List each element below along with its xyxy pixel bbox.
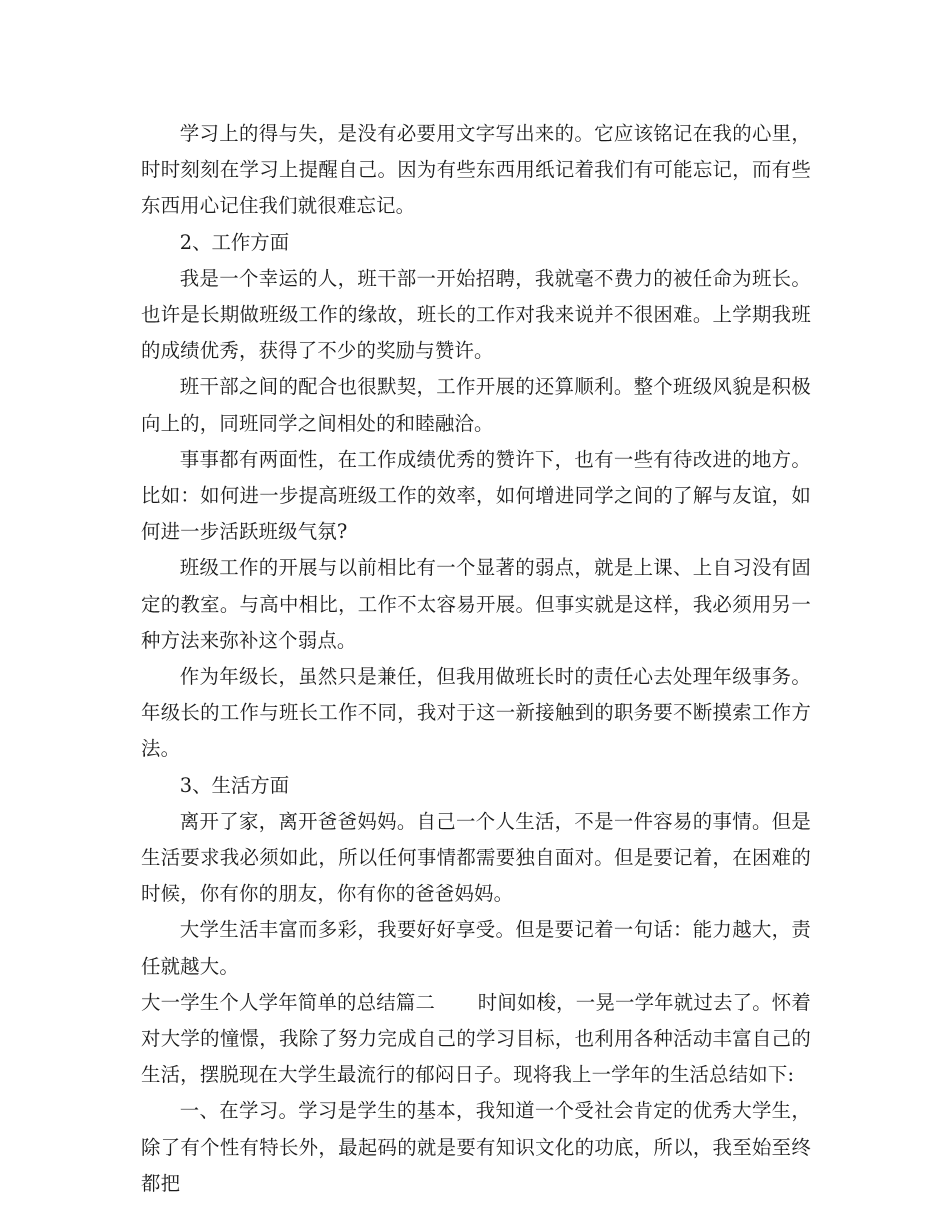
paragraph-improvements: 事事都有两面性，在工作成绩优秀的赞许下，也有一些有待改进的地方。比如：如何进一步提高班级工作的效率，如何增进同学之间的了解与友谊，如何进一步活跃班级气氛?: [141, 447, 811, 544]
paragraph-class-monitor: 我是一个幸运的人，班干部一开始招聘，我就毫不费力的被任命为班长。也许是长期做班级工作的缘故，班长的工作对我来说并不很困难。上学期我班的成绩优秀，获得了不少的奖励与赞许。: [141, 266, 811, 363]
paragraph-cadre-cooperation: 班干部之间的配合也很默契，工作开展的还算顺利。整个班级风貌是积极向上的，同班同学之间相处的和睦融洽。: [141, 375, 811, 435]
paragraph-study-reflection: 学习上的得与失，是没有必要用文字写出来的。它应该铭记在我的心里，时时刻刻在学习上提醒自己。因为有些东西用纸记着我们有可能忘记，而有些东西用心记住我们就很难忘记。: [141, 122, 811, 218]
paragraph-college-life: 大学生活丰富而多彩，我要好好享受。但是要记着一句话：能力越大，责任就越大。: [141, 918, 811, 978]
paragraph-study-section: 一、在学习。学习是学生的基本，我知道一个受社会肯定的优秀大学生，除了有个性有特长外，最起码的就是要有知识文化的功底，所以，我至始至终都把: [141, 1099, 811, 1195]
heading-life: 3、生活方面: [179, 773, 290, 797]
section-title: 大一学生个人学年简单的总结篇二: [141, 990, 436, 1014]
section-intro-text: 时间如梭，一晃一学年就过去了。怀着对大学的憧憬，我除了努力完成自己的学习目标，也利用各种活动丰富自己的生活，摆脱现在大学生最流行的郁闷日子。现将我上一学年的生活总结如下:: [141, 990, 811, 1087]
paragraph-weakness: 班级工作的开展与以前相比有一个显著的弱点，就是上课、上自习没有固定的教室。与高中相比，工作不太容易开展。但事实就是这样，我必须用另一种方法来弥补这个弱点。: [141, 556, 811, 652]
paragraph-grade-leader: 作为年级长，虽然只是兼任，但我用做班长时的责任心去处理年级事务。年级长的工作与班长工作不同，我对于这一新接触到的职务要不断摸索工作方法。: [141, 665, 811, 761]
document-body: [141, 116, 811, 1202]
paragraph-section-two: [141, 985, 811, 1094]
heading-work: 2、工作方面: [179, 230, 290, 254]
paragraph-leaving-home: 离开了家，离开爸爸妈妈。自己一个人生活，不是一件容易的事情。但是生活要求我必须如此，所以任何事情都需要独自面对。但是要记着，在困难的时候，你有你的朋友，你有你的爸爸妈妈。: [141, 809, 811, 906]
